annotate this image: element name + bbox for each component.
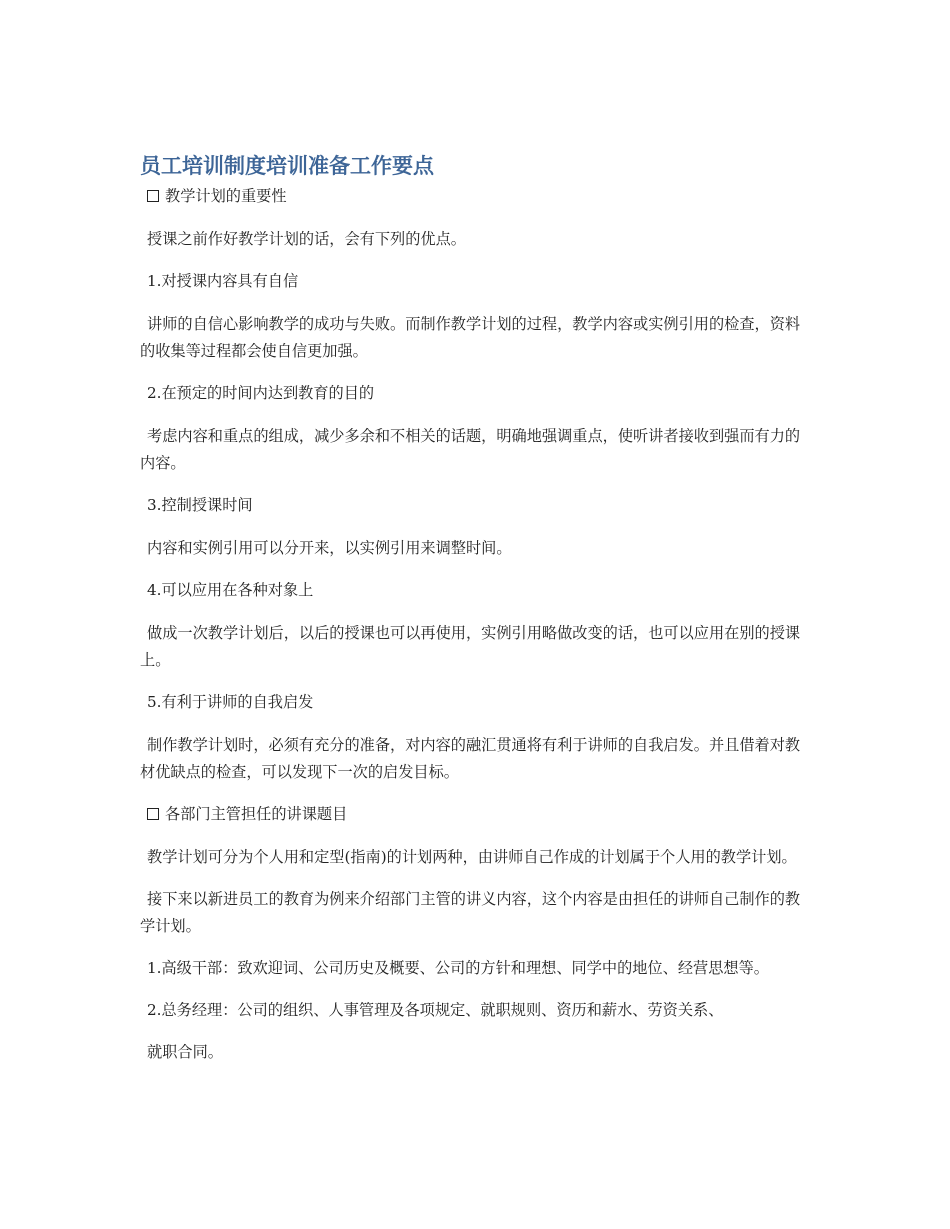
document-body [140, 183, 812, 1081]
checkbox-icon [147, 190, 159, 202]
section-heading: 各部门主管担任的讲课题目 [140, 801, 812, 828]
numbered-heading: 1.对授课内容具有自信 [147, 272, 299, 290]
paragraph: 内容和实例引用可以分开来，以实例引用来调整时间。 [147, 539, 512, 557]
document-title: 员工培训制度培训准备工作要点 [140, 154, 434, 178]
paragraph: 就职合同。 [147, 1043, 223, 1061]
paragraph: 教学计划可分为个人用和定型(指南)的计划两种，由讲师自己作成的计划属于个人用的教学计划。 [147, 848, 797, 866]
numbered-heading: 5.有利于讲师的自我启发 [147, 693, 314, 711]
numbered-heading: 3.控制授课时间 [147, 496, 253, 514]
paragraph: 考虑内容和重点的组成，减少多余和不相关的话题，明确地强调重点，使听讲者接收到强而有力的内容。 [140, 427, 801, 472]
paragraph: 授课之前作好教学计划的话，会有下列的优点。 [147, 230, 466, 248]
checkbox-icon [147, 808, 159, 820]
paragraph: 讲师的自信心影响教学的成功与失败。而制作教学计划的过程，教学内容或实例引用的检查，资料的收集等过程都会使自信更加强。 [140, 315, 801, 360]
numbered-heading: 4.可以应用在各种对象上 [147, 581, 314, 599]
section-heading: 教学计划的重要性 [140, 183, 812, 210]
paragraph: 2.总务经理：公司的组织、人事管理及各项规定、就职规则、资历和薪水、劳资关系、 [147, 1001, 724, 1019]
paragraph: 1.高级干部：致欢迎词、公司历史及概要、公司的方针和理想、同学中的地位、经营思想等。 [147, 959, 769, 977]
paragraph: 做成一次教学计划后，以后的授课也可以再使用，实例引用略做改变的话，也可以应用在别的授课上。 [140, 624, 801, 669]
paragraph: 接下来以新进员工的教育为例来介绍部门主管的讲义内容，这个内容是由担任的讲师自己制作的教学计划。 [140, 890, 801, 935]
numbered-heading: 2.在预定的时间内达到教育的目的 [147, 384, 375, 402]
paragraph: 制作教学计划时，必须有充分的准备，对内容的融汇贯通将有利于讲师的自我启发。并且借着对教材优缺点的检查，可以发现下一次的启发目标。 [140, 736, 801, 781]
